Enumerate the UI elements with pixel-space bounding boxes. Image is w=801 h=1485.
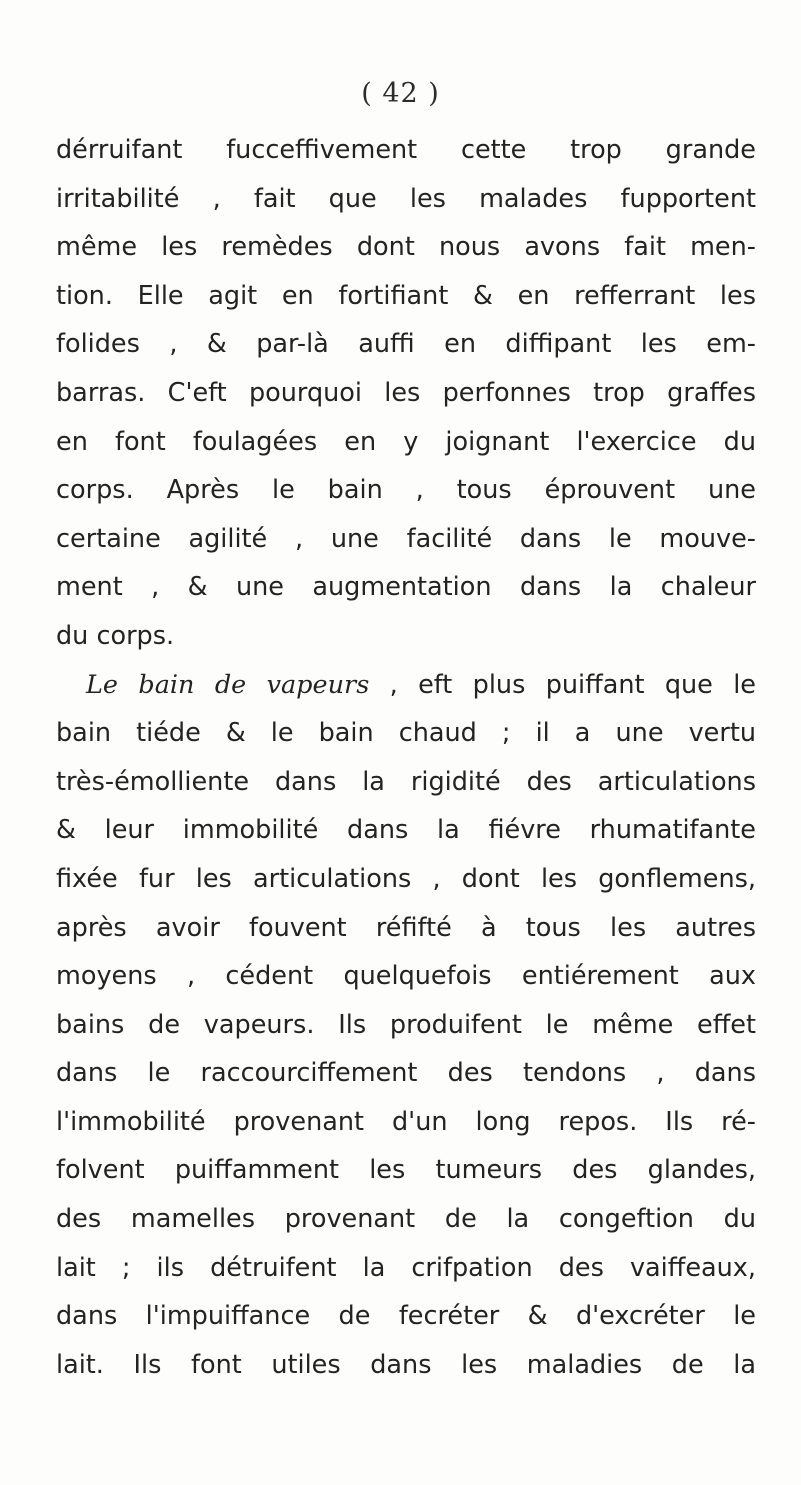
text-line [56,1292,756,1341]
line-text: irritabilité , fait que les malades fupportent [56,183,756,214]
text-line [56,1146,756,1195]
line-text: dans l'impuiffance de fecréter & d'excréter le [56,1301,756,1332]
text-line [56,661,756,710]
text-line [56,126,756,175]
line-text: folvent puiffamment les tumeurs des glandes, [56,1155,756,1186]
line-text: même les remèdes dont nous avons fait men- [56,232,756,263]
line-text: bain tiéde & le bain chaud ; il a une vertu [56,718,756,749]
text-line [56,515,756,564]
text-line [56,272,756,321]
text-line [56,223,756,272]
line-text: ment , & une augmentation dans la chaleur [56,572,756,603]
line-text: certaine agilité , une facilité dans le mouve- [56,523,756,554]
text-line [56,1049,756,1098]
text-line [56,1195,756,1244]
text-line [56,1098,756,1147]
text-line [56,612,756,661]
line-text: tion. Elle agit en fortifiant & en refferrant les [56,280,756,311]
line-text: lait. Ils font utiles dans les maladies de la [56,1349,756,1380]
line-text: moyens , cédent quelquefois entiérement aux [56,961,756,992]
line-text: lait ; ils détruifent la crifpation des vaiffeaux, [56,1252,756,1283]
line-text: & leur immobilité dans la fiévre rhumatifante [56,815,756,846]
text-line [56,952,756,1001]
text-line [56,418,756,467]
text-line [56,1341,756,1390]
line-text: du corps. [56,620,175,651]
line-text: dans le raccourciffement des tendons , dans [56,1058,756,1089]
line-text: des mamelles provenant de la congeftion du [56,1204,756,1235]
body-text [56,126,756,1389]
text-line [56,466,756,515]
line-text: folides , & par-là auffi en diffipant les em- [56,329,756,360]
text-line [56,758,756,807]
line-text: barras. C'eft pourquoi les perfonnes trop graffes [56,377,756,408]
line-text: en font foulagées en y joignant l'exercice du [56,426,756,457]
page-number: ( 42 ) [361,78,440,109]
line-text: corps. Après le bain , tous éprouvent une [56,475,756,506]
italic-term: Le bain de vapeurs [86,669,370,700]
text-line [56,806,756,855]
text-line [56,855,756,904]
text-line [56,175,756,224]
line-text: bains de vapeurs. Ils produifent le même effet [56,1009,756,1040]
text-line [56,1244,756,1293]
line-text: , eft plus puiffant que le [369,669,756,700]
line-text: l'immobilité provenant d'un long repos. Ils ré- [56,1106,756,1137]
text-line [56,904,756,953]
line-text: après avoir fouvent réfifté à tous les autres [56,912,756,943]
line-text: fixée fur les articulations , dont les gonflemens, [56,863,756,894]
text-line [56,563,756,612]
line-text: dérruifant fucceffivement cette trop grande [56,135,756,165]
text-line [56,320,756,369]
line-text: très-émolliente dans la rigidité des articulations [56,766,756,797]
text-line [56,709,756,758]
text-line [56,369,756,418]
text-line [56,1001,756,1050]
